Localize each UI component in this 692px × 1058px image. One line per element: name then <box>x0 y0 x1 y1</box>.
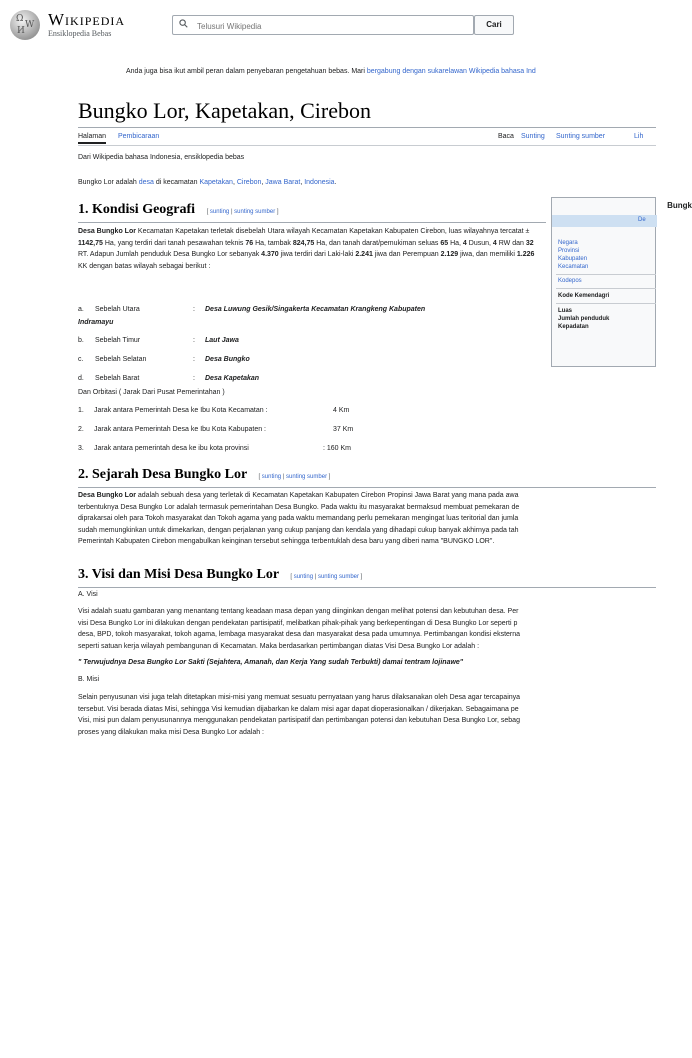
site-subtitle: Dari Wikipedia bahasa Indonesia, ensiklopedia bebas <box>78 154 245 161</box>
para-line: seperti satuan kerja wilayah pembangunan di Kecamatan. Maka berdasarkan pertimbangan diatas Visi Desa Bungko Lor adalah : <box>78 642 480 650</box>
para-text: Kecamatan Kapetakan terletak disebelah Utara wilayah Kecamatan Kapetakan Kabupaten Cirebon, luas wilayahnya tercatat ± <box>135 228 530 235</box>
edit-bracket: [ <box>258 474 261 480</box>
search-box[interactable] <box>172 15 474 35</box>
bold-text: 76 <box>245 239 254 247</box>
infobox-kepadatan: Kepadatan <box>558 324 589 330</box>
visi-label: A. Visi <box>78 591 98 598</box>
bold-text: 4.370 <box>261 251 279 258</box>
bold-text: Desa Bungko Lor <box>78 492 136 499</box>
border-label: Sebelah Selatan <box>95 356 147 363</box>
infobox-link-kodepos[interactable]: Kodepos <box>558 278 582 284</box>
para-text: jiwa, dan memiliki <box>458 251 517 258</box>
wikipedia-globe-icon[interactable]: Ω W И <box>10 10 40 40</box>
para-text: jiwa dan Perempuan <box>372 251 441 258</box>
para-text: adalah sebuah desa yang terletak di Kecamatan Kapetakan Kabupaten Cirebon Propinsi Jawa Barat yang mana pada awa <box>135 492 519 499</box>
infobox <box>551 197 692 367</box>
page-tabs <box>78 131 656 145</box>
edit-separator: | <box>282 474 285 480</box>
bold-text: 1.226 <box>516 251 535 258</box>
sejarah-paragraph <box>78 490 656 548</box>
tab-sunting-sumber[interactable]: Sunting sumber <box>556 133 606 140</box>
para-line <box>78 490 656 502</box>
site-notice-text: Anda juga bisa ikut ambil peran dalam penyebaran pengetahuan bebas. Mari <box>126 68 365 75</box>
border-label: Sebelah Barat <box>95 375 140 382</box>
orbit-value: 37 Km <box>333 426 354 433</box>
link-desa[interactable]: desa <box>138 179 154 186</box>
orbit-value: 4 Km <box>333 407 350 414</box>
link-kapetakan[interactable]: Kapetakan <box>199 179 233 186</box>
edit-source-link[interactable]: sunting sumber <box>317 574 359 580</box>
bold-text: 2.129 <box>440 251 459 258</box>
search-input[interactable] <box>195 18 469 34</box>
edit-bracket: ] <box>360 574 363 580</box>
para-line: sudah memungkinkan untuk dimekarkan, dengan perjalanan yang cukup panjang dan kendala yang dihadapi cukup banyak akhirnya pada tah <box>78 526 519 534</box>
misi-paragraph <box>78 692 656 738</box>
bold-text: 1142,75 <box>78 239 103 247</box>
para-text: Ha, yang terdiri dari tanah pesawahan teknis <box>102 239 246 247</box>
lead-text: di kecamatan <box>155 179 198 186</box>
border-label: Sebelah Utara <box>95 306 140 313</box>
para-line: desa, BPD, tokoh masyarakat, tokoh agama, lembaga masyarakat desa dan masyarakat desa pada umumnya. Pertimbangan kondisi eksterna <box>78 631 521 638</box>
border-label: Sebelah Timur <box>95 337 141 344</box>
page-title: Bungko Lor, Kapetakan, Cirebon <box>78 98 371 123</box>
wikipedia-tagline: Ensiklopedia Bebas <box>48 29 112 38</box>
border-row <box>78 306 426 313</box>
section-heading-text: 1. Kondisi Geografi <box>78 202 196 217</box>
bold-text: 32 <box>525 239 534 247</box>
orbit-row <box>78 407 350 414</box>
misi-label: B. Misi <box>78 676 99 683</box>
para-line: proses yang dilakukan maka misi Desa Bungko Lor adalah : <box>78 728 264 736</box>
section-heading-geografi <box>78 202 279 218</box>
bold-text: 2.241 <box>355 251 373 258</box>
edit-separator: | <box>314 574 317 580</box>
para-line: Visi, misi pun dalam penyusunannya menggunakan pendekatan partisipatif dan pertimbangan potensi dan kebutuhan Desa Bungko Lor, sebag <box>78 717 520 724</box>
link-cirebon[interactable]: Cirebon <box>236 179 262 186</box>
border-key: d. <box>78 375 84 382</box>
site-notice <box>126 68 536 75</box>
edit-separator: | <box>230 209 233 215</box>
orbit-row <box>78 445 352 452</box>
para-line: Selain penyusunan visi juga telah ditetapkan misi-misi yang memuat sesuatu pernyataan yang harus dilaksanakan oleh Desa agar tercapainya <box>78 694 521 701</box>
edit-bracket: ] <box>276 209 279 215</box>
infobox-jumlah-penduduk: Jumlah penduduk <box>558 316 610 322</box>
infobox-luas: Luas <box>558 308 573 314</box>
lead-text: Bungko Lor adalah <box>78 179 137 186</box>
infobox-subheader <box>552 215 657 227</box>
search-button[interactable]: Cari <box>474 15 514 35</box>
orbit-value: : 160 Km <box>323 445 352 452</box>
orbit-number: 2. <box>78 426 84 433</box>
border-value: Desa Kapetakan <box>205 375 260 382</box>
search-icon <box>179 19 188 28</box>
para-line: visi Desa Bungko Lor ini dilakukan dengan pendekatan partisipatif, melibatkan pihak-pihak yang berkepentingan di Desa Bungko Lor seperti p <box>78 619 518 627</box>
site-header <box>0 0 656 50</box>
section-heading-text: 3. Visi dan Misi Desa Bungko Lor <box>78 567 279 582</box>
section-heading-text: 2. Sejarah Desa Bungko Lor <box>78 467 247 482</box>
section-divider <box>78 222 546 223</box>
tab-baca[interactable]: Baca <box>498 133 514 140</box>
para-line: terbentuknya Desa Bungko Lor adalah termasuk pemerintahan Desa Bungko. Pada waktu itu masyarakat bermaksud membuat pemekaran de <box>78 503 520 511</box>
edit-source-link[interactable]: sunting sumber <box>234 209 276 215</box>
site-notice-link[interactable]: bergabung dengan sukarelawan Wikipedia bahasa Ind <box>366 68 536 75</box>
para-text: Ha, <box>448 239 463 247</box>
orbit-label: Jarak antara Pemerintah Desa ke Ibu Kota Kecamatan : <box>94 407 268 414</box>
para-text: jiwa terdiri dari Laki-laki <box>278 251 356 258</box>
border-value: Desa Luwung Gesik/Singakerta Kecamatan Krangkeng Kabupaten <box>205 306 426 313</box>
link-jawa-barat[interactable]: Jawa Barat <box>265 179 301 186</box>
infobox-link-negara[interactable]: Negara <box>558 240 578 246</box>
border-value: Indramayu <box>78 319 114 326</box>
para-text: KK dengan batas wilayah sebagai berikut : <box>78 262 211 270</box>
geografi-paragraph <box>78 226 540 272</box>
edit-bracket: ] <box>328 474 331 480</box>
para-text: Dusun, <box>466 239 493 247</box>
border-colon: : <box>193 356 195 363</box>
edit-source-link[interactable]: sunting sumber <box>286 474 328 480</box>
lead-paragraph <box>78 179 337 186</box>
edit-section-link[interactable]: sunting <box>209 209 230 215</box>
orbit-row <box>78 426 354 433</box>
orbit-number: 1. <box>78 407 84 414</box>
bold-text: 4 <box>462 239 467 247</box>
border-value: Desa Bungko <box>205 356 250 363</box>
para-text: RW dan <box>496 239 526 247</box>
infobox-kode-kemendagri: Kode Kemendagri <box>558 293 610 299</box>
section-divider <box>78 587 656 588</box>
border-colon: : <box>193 375 195 382</box>
edit-bracket: [ <box>206 209 209 215</box>
orbit-title: Dan Orbitasi ( Jarak Dari Pusat Pemerintahan ) <box>78 389 225 396</box>
infobox-divider <box>556 288 656 289</box>
para-line: Visi adalah suatu gambaran yang menantang tentang keadaan masa depan yang diinginkan dengan melihat potensi dan kebutuhan desa. Per <box>78 608 519 615</box>
orbit-number: 3. <box>78 445 84 452</box>
section-edit-links <box>258 474 330 480</box>
border-row <box>78 356 250 363</box>
infobox-title: Bungk <box>667 201 692 210</box>
bold-text: 65 <box>440 239 449 247</box>
infobox-link-provinsi[interactable]: Provinsi <box>558 248 580 254</box>
visi-motto: " Terwujudnya Desa Bungko Lor Sakti (Sejahtera, Amanah, dan Kerja Yang sudah Terbukti) damai tentram lojinawe" <box>78 659 464 666</box>
edit-bracket: [ <box>290 574 293 580</box>
edit-section-link[interactable]: sunting <box>293 574 314 580</box>
border-key: a. <box>78 306 84 313</box>
border-colon: : <box>193 337 195 344</box>
infobox-divider <box>556 303 656 304</box>
wikipedia-wordmark[interactable]: Wikipedia <box>48 10 126 29</box>
lead-sep: , <box>300 179 303 186</box>
section-edit-links <box>290 574 362 580</box>
bold-text: 4 <box>492 239 497 247</box>
title-divider <box>78 127 656 128</box>
tab-lihat-riwayat[interactable]: Lih <box>634 133 644 140</box>
infobox-divider <box>556 274 656 275</box>
section-divider <box>78 487 656 488</box>
link-indonesia[interactable]: Indonesia <box>304 179 335 186</box>
bold-text: 824,75 <box>292 239 315 247</box>
border-key: b. <box>78 337 84 344</box>
para-text: Ha, dan tanah darat/pemukiman seluas <box>314 239 441 247</box>
para-text: RT. Adapun Jumlah penduduk Desa Bungko Lor sebanyak <box>78 251 262 258</box>
para-line: Pemerintah Kabupaten Cirebon mengabulkan keinginan tersebut sehingga terbentuklah desa baru yang diberi nama "BUNGKO LOR". <box>78 538 495 545</box>
border-row <box>78 319 113 326</box>
tabs-divider <box>78 145 656 146</box>
para-text: Ha, tambak <box>253 239 293 247</box>
lead-sep: . <box>334 179 337 186</box>
infobox-subheader-text: De <box>638 217 646 223</box>
edit-section-link[interactable]: sunting <box>261 474 282 480</box>
infobox-link-kabupaten[interactable]: Kabupaten <box>558 256 588 262</box>
section-heading-visi-misi <box>78 567 362 583</box>
visi-paragraph <box>78 606 656 652</box>
border-row <box>78 375 260 382</box>
para-line: diprakarsai oleh para Tokoh masyarakat dan Tokoh agama yang pada waktu memandang perlu pemekaran mengingat luas teritorial dan jumla <box>78 515 519 522</box>
tab-sunting[interactable]: Sunting <box>521 133 545 140</box>
section-edit-links <box>207 209 279 215</box>
section-heading-sejarah <box>78 467 330 483</box>
para-line: tersebut. Visi berada diatas Misi, sehingga Visi kemudian dijabarkan ke dalam misi agar dapat dioperasionalkan / dikerjakan. Sebagaimana pe <box>78 705 519 713</box>
bold-text: Desa Bungko Lor <box>78 228 136 235</box>
border-colon: : <box>193 306 195 313</box>
orbit-label: Jarak antara pemerintah desa ke ibu kota provinsi <box>94 445 249 452</box>
lead-sep: , <box>232 179 235 186</box>
border-key: c. <box>78 356 84 363</box>
infobox-link-kecamatan[interactable]: Kecamatan <box>558 264 589 270</box>
lead-sep: , <box>261 179 264 186</box>
border-value: Laut Jawa <box>205 337 239 344</box>
border-row <box>78 337 239 344</box>
orbit-label: Jarak antara Pemerintah Desa ke Ibu Kota Kabupaten : <box>94 426 266 433</box>
tab-pembicaraan[interactable]: Pembicaraan <box>118 133 160 140</box>
tab-halaman[interactable]: Halaman <box>78 133 106 144</box>
